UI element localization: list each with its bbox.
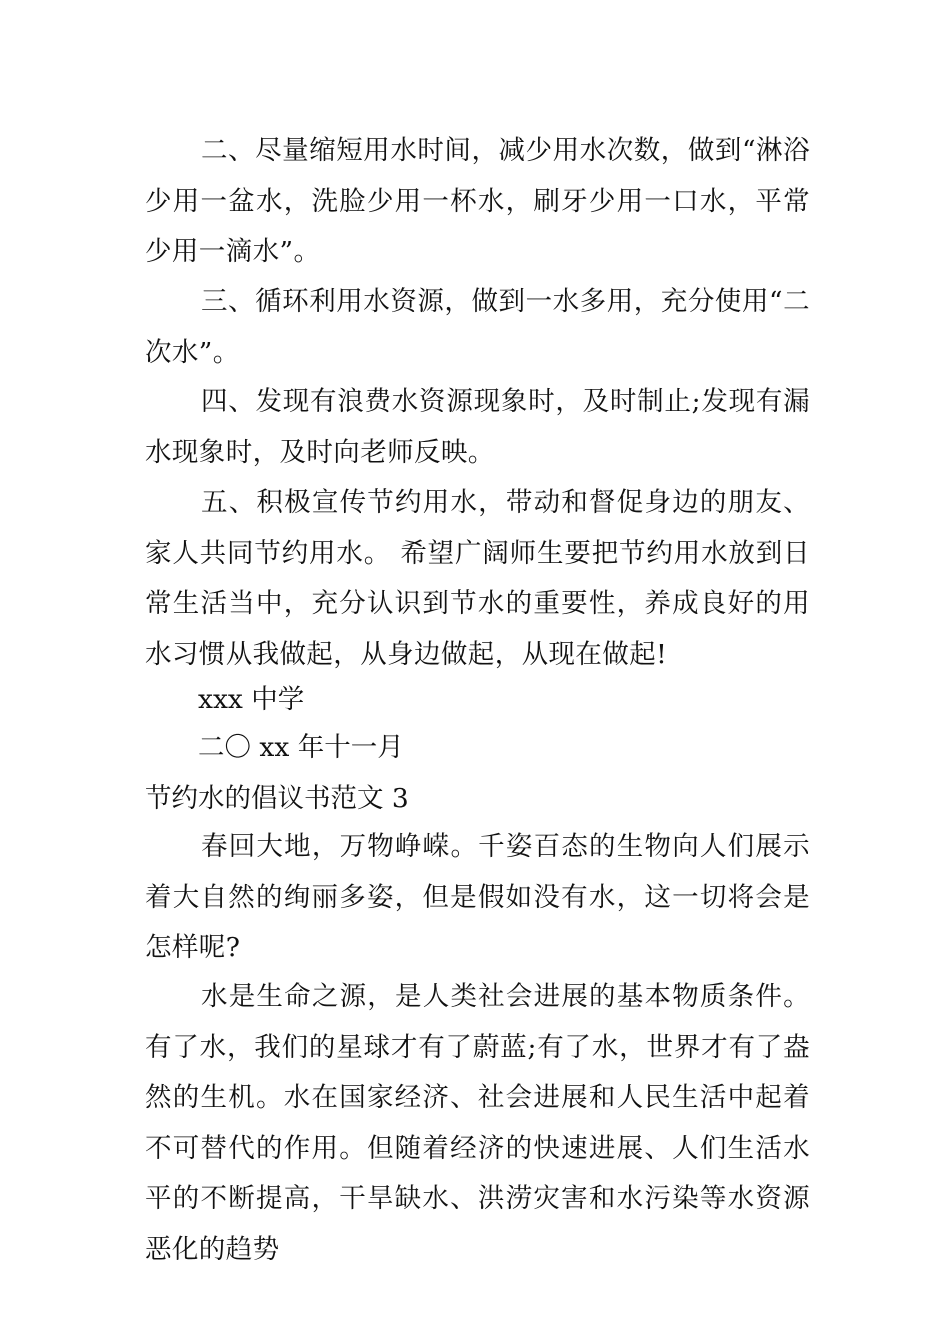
signature: xxx 中学 [198,684,305,715]
paragraph-water-source: 水是生命之源，是人类社会进展的基本物质条件。有了水，我们的星球才有了蔚蓝;有了水，世界才有了盎然的生机。水在国家经济、社会进展和人民生活中起着不可替代的作用。但随着经济的快速进展、人们生活水平的不断提高，干旱缺水、洪涝灾害和水污染等水资源恶化的趋势 [145,981,810,1265]
section-title: 节约水的倡议书范文 3 [145,783,409,814]
paragraph-three: 三、循环利用水资源，做到一水多用，充分使用“二次水”。 [145,286,810,368]
date: 二〇 xx 年十一月 [198,732,404,763]
paragraph-five: 五、积极宣传节约用水，带动和督促身边的朋友、家人共同节约用水。 希望广阔师生要把节约用水放到日常生活当中，充分认识到节水的重要性，养成良好的用水习惯从我做起，从身边做起，从现在做起! [145,487,810,670]
paragraph-two: 二、尽量缩短用水时间，减少用水次数，做到“淋浴少用一盆水，洗脸少用一杯水，刷牙少用一口水，平常少用一滴水”。 [145,135,810,267]
paragraph-spring: 春回大地，万物峥嵘。千姿百态的生物向人们展示着大自然的绚丽多姿，但是假如没有水，这一切将会是怎样呢? [145,831,810,963]
paragraph-four: 四、发现有浪费水资源现象时，及时制止;发现有漏水现象时，及时向老师反映。 [145,386,810,468]
